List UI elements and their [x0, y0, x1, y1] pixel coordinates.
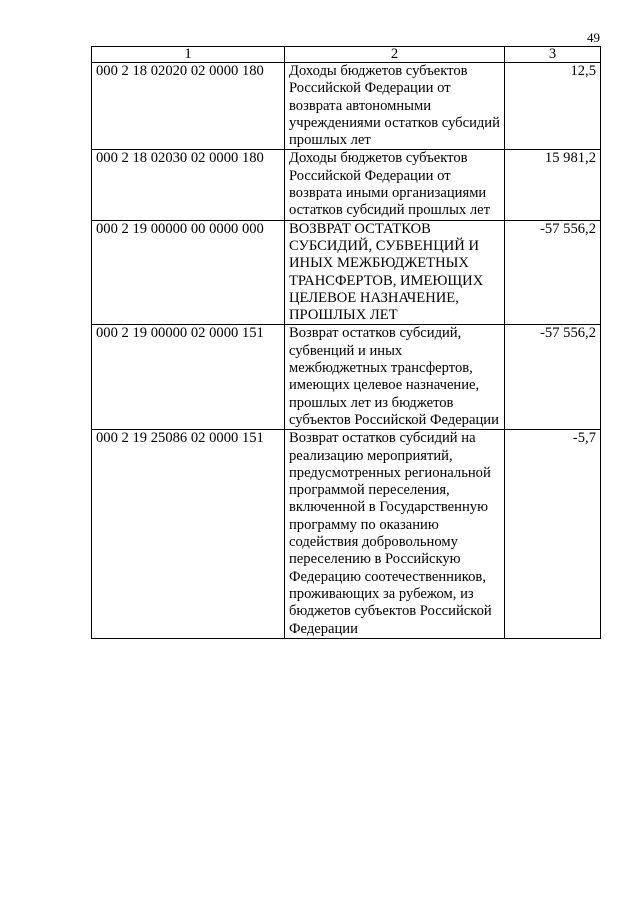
- column-header-amount: 3: [505, 47, 601, 63]
- budget-item-name: Возврат остатков субсидий на реализацию мероприятий, предусмотренных региональной программой переселения, включенной в Государственную программу по оказанию содействия добровольному переселению в Российскую Федерацию соотечественников, проживающих за рубежом, из бюджетов субъектов Российской Федерации: [285, 430, 505, 639]
- budget-amount: 12,5: [505, 63, 601, 150]
- column-header-name: 2: [285, 47, 505, 63]
- budget-code: 000 2 19 00000 00 0000 000: [92, 220, 285, 325]
- budget-table: [91, 46, 601, 639]
- table-row: [92, 63, 601, 150]
- budget-amount: 15 981,2: [505, 150, 601, 220]
- table-row: [92, 150, 601, 220]
- budget-code: 000 2 18 02030 02 0000 180: [92, 150, 285, 220]
- budget-amount: -57 556,2: [505, 325, 601, 430]
- page-number: 49: [587, 30, 600, 45]
- table-row: [92, 220, 601, 325]
- budget-amount: -57 556,2: [505, 220, 601, 325]
- budget-item-name: Доходы бюджетов субъектов Российской Федерации от возврата иными организациями остатков субсидий прошлых лет: [285, 150, 505, 220]
- budget-amount: -5,7: [505, 430, 601, 639]
- table-row: [92, 430, 601, 639]
- budget-item-name: ВОЗВРАТ ОСТАТКОВ СУБСИДИЙ, СУБВЕНЦИЙ И ИНЫХ МЕЖБЮДЖЕТНЫХ ТРАНСФЕРТОВ, ИМЕЮЩИХ ЦЕЛЕВОЕ НАЗНАЧЕНИЕ, ПРОШЛЫХ ЛЕТ: [285, 220, 505, 325]
- table-row: [92, 325, 601, 430]
- column-header-code: 1: [92, 47, 285, 63]
- budget-code: 000 2 19 25086 02 0000 151: [92, 430, 285, 639]
- budget-code: 000 2 18 02020 02 0000 180: [92, 63, 285, 150]
- budget-code: 000 2 19 00000 02 0000 151: [92, 325, 285, 430]
- budget-item-name: Доходы бюджетов субъектов Российской Федерации от возврата автономными учреждениями остатков субсидий прошлых лет: [285, 63, 505, 150]
- table-header-row: [92, 47, 601, 63]
- budget-item-name: Возврат остатков субсидий, субвенций и иных межбюджетных трансфертов, имеющих целевое назначение, прошлых лет из бюджетов субъектов Российской Федерации: [285, 325, 505, 430]
